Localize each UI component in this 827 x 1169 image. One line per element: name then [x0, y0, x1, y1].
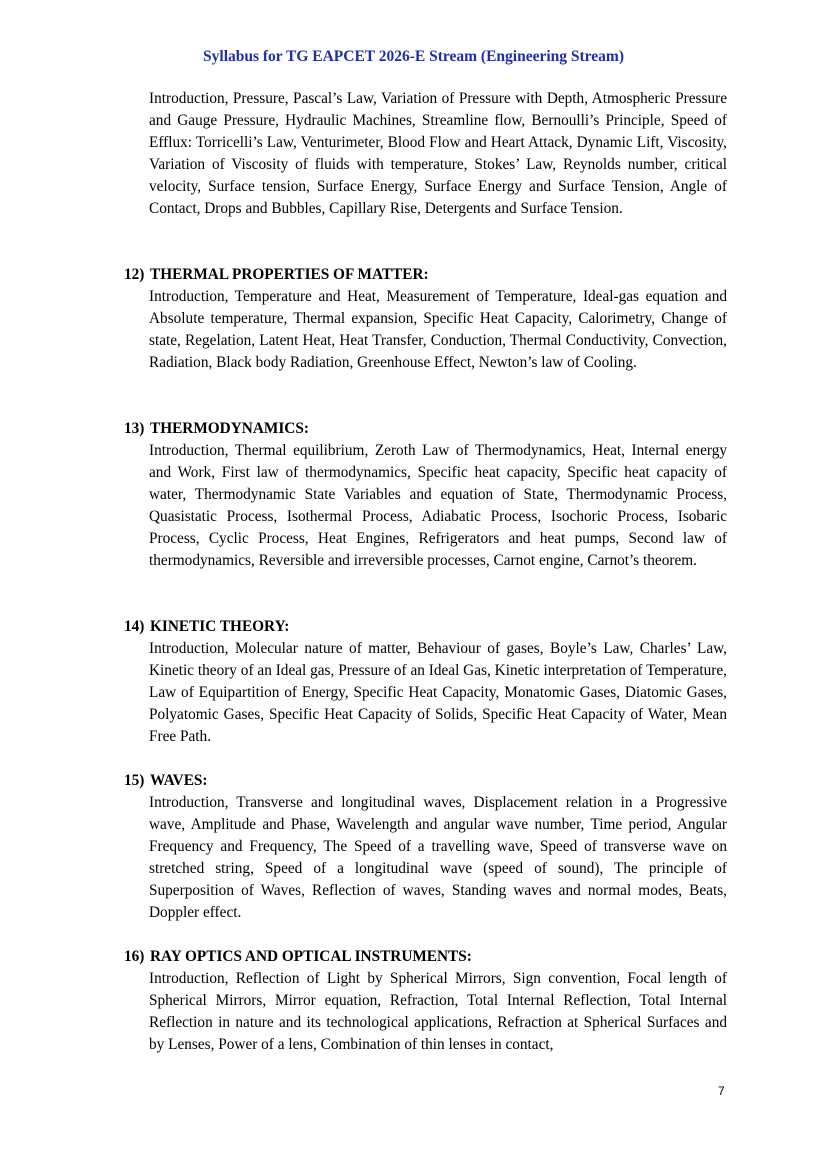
section-title: KINETIC THEORY:	[150, 618, 290, 635]
section-title: WAVES:	[150, 772, 208, 789]
section-body: Introduction, Thermal equilibrium, Zeroth Law of Thermodynamics, Heat, Internal energy and Work, First law of thermodynamics, Specific heat capacity, Specific heat capacity of water, Thermodynamic State Variables and equation of State, Thermodynamic Process, Quasistatic Process, Isothermal Process, Adiabatic Process, Isochoric Process, Isobaric Process, Cyclic Process, Heat Engines, Refrigerators and heat pumps, Second law of thermodynamics, Reversible and irreversible processes, Carnot engine, Carnot’s theorem.	[149, 442, 727, 569]
section-body: Introduction, Molecular nature of matter, Behaviour of gases, Boyle’s Law, Charles’ Law, Kinetic theory of an Ideal gas, Pressure of an Ideal Gas, Kinetic interpretation of Temperature, Law of Equipartition of Energy, Specific Heat Capacity, Monatomic Gases, Diatomic Gases, Polyatomic Gases, Specific Heat Capacity of Solids, Specific Heat Capacity of Water, Mean Free Path.	[149, 640, 727, 745]
document-header: Syllabus for TG EAPCET 2026-E Stream (Engineering Stream)	[203, 48, 624, 65]
section-body: Introduction, Transverse and longitudinal waves, Displacement relation in a Progressive wave, Amplitude and Phase, Wavelength and angular wave number, Time period, Angular Frequency and Frequency, The Speed of a travelling wave, Speed of transverse wave on stretched string, Speed of a longitudinal wave (speed of sound), The principle of Superposition of Waves, Reflection of waves, Standing waves and normal modes, Beats, Doppler effect.	[149, 794, 727, 921]
section-heading	[124, 946, 472, 968]
section-title: THERMAL PROPERTIES OF MATTER:	[150, 266, 429, 283]
section-title: THERMODYNAMICS:	[150, 420, 309, 437]
section-heading	[124, 418, 309, 440]
fluids-topics-paragraph: Introduction, Pressure, Pascal’s Law, Variation of Pressure with Depth, Atmospheric Pressure and Gauge Pressure, Hydraulic Machines, Streamline flow, Bernoulli’s Principle, Speed of Efflux: Torricelli’s Law, Venturimeter, Blood Flow and Heart Attack, Dynamic Lift, Viscosity, Variation of Viscosity of fluids with temperature, Stokes’ Law, Reynolds number, critical velocity, Surface tension, Surface Energy, Surface Energy and Surface Tension, Angle of Contact, Drops and Bubbles, Capillary Rise, Detergents and Surface Tension.	[149, 90, 727, 217]
section-title: RAY OPTICS AND OPTICAL INSTRUMENTS:	[150, 948, 472, 965]
section-body: Introduction, Temperature and Heat, Measurement of Temperature, Ideal-gas equation and Absolute temperature, Thermal expansion, Specific Heat Capacity, Calorimetry, Change of state, Regelation, Latent Heat, Heat Transfer, Conduction, Thermal Conductivity, Convection, Radiation, Black body Radiation, Greenhouse Effect, Newton’s law of Cooling.	[149, 288, 727, 371]
section-number: 15)	[124, 772, 145, 789]
section-number: 16)	[124, 948, 145, 965]
section-number: 13)	[124, 420, 145, 437]
section-number: 14)	[124, 618, 145, 635]
section-number: 12)	[124, 266, 145, 283]
section-heading	[124, 770, 208, 792]
section-body: Introduction, Reflection of Light by Spherical Mirrors, Sign convention, Focal length of Spherical Mirrors, Mirror equation, Refraction, Total Internal Reflection, Total Internal Reflection in nature and its technological applications, Refraction at Spherical Surfaces and by Lenses, Power of a lens, Combination of thin lenses in contact,	[149, 970, 727, 1053]
section-heading	[124, 616, 289, 638]
section-heading	[124, 264, 429, 286]
page-number: 7	[718, 1084, 725, 1098]
